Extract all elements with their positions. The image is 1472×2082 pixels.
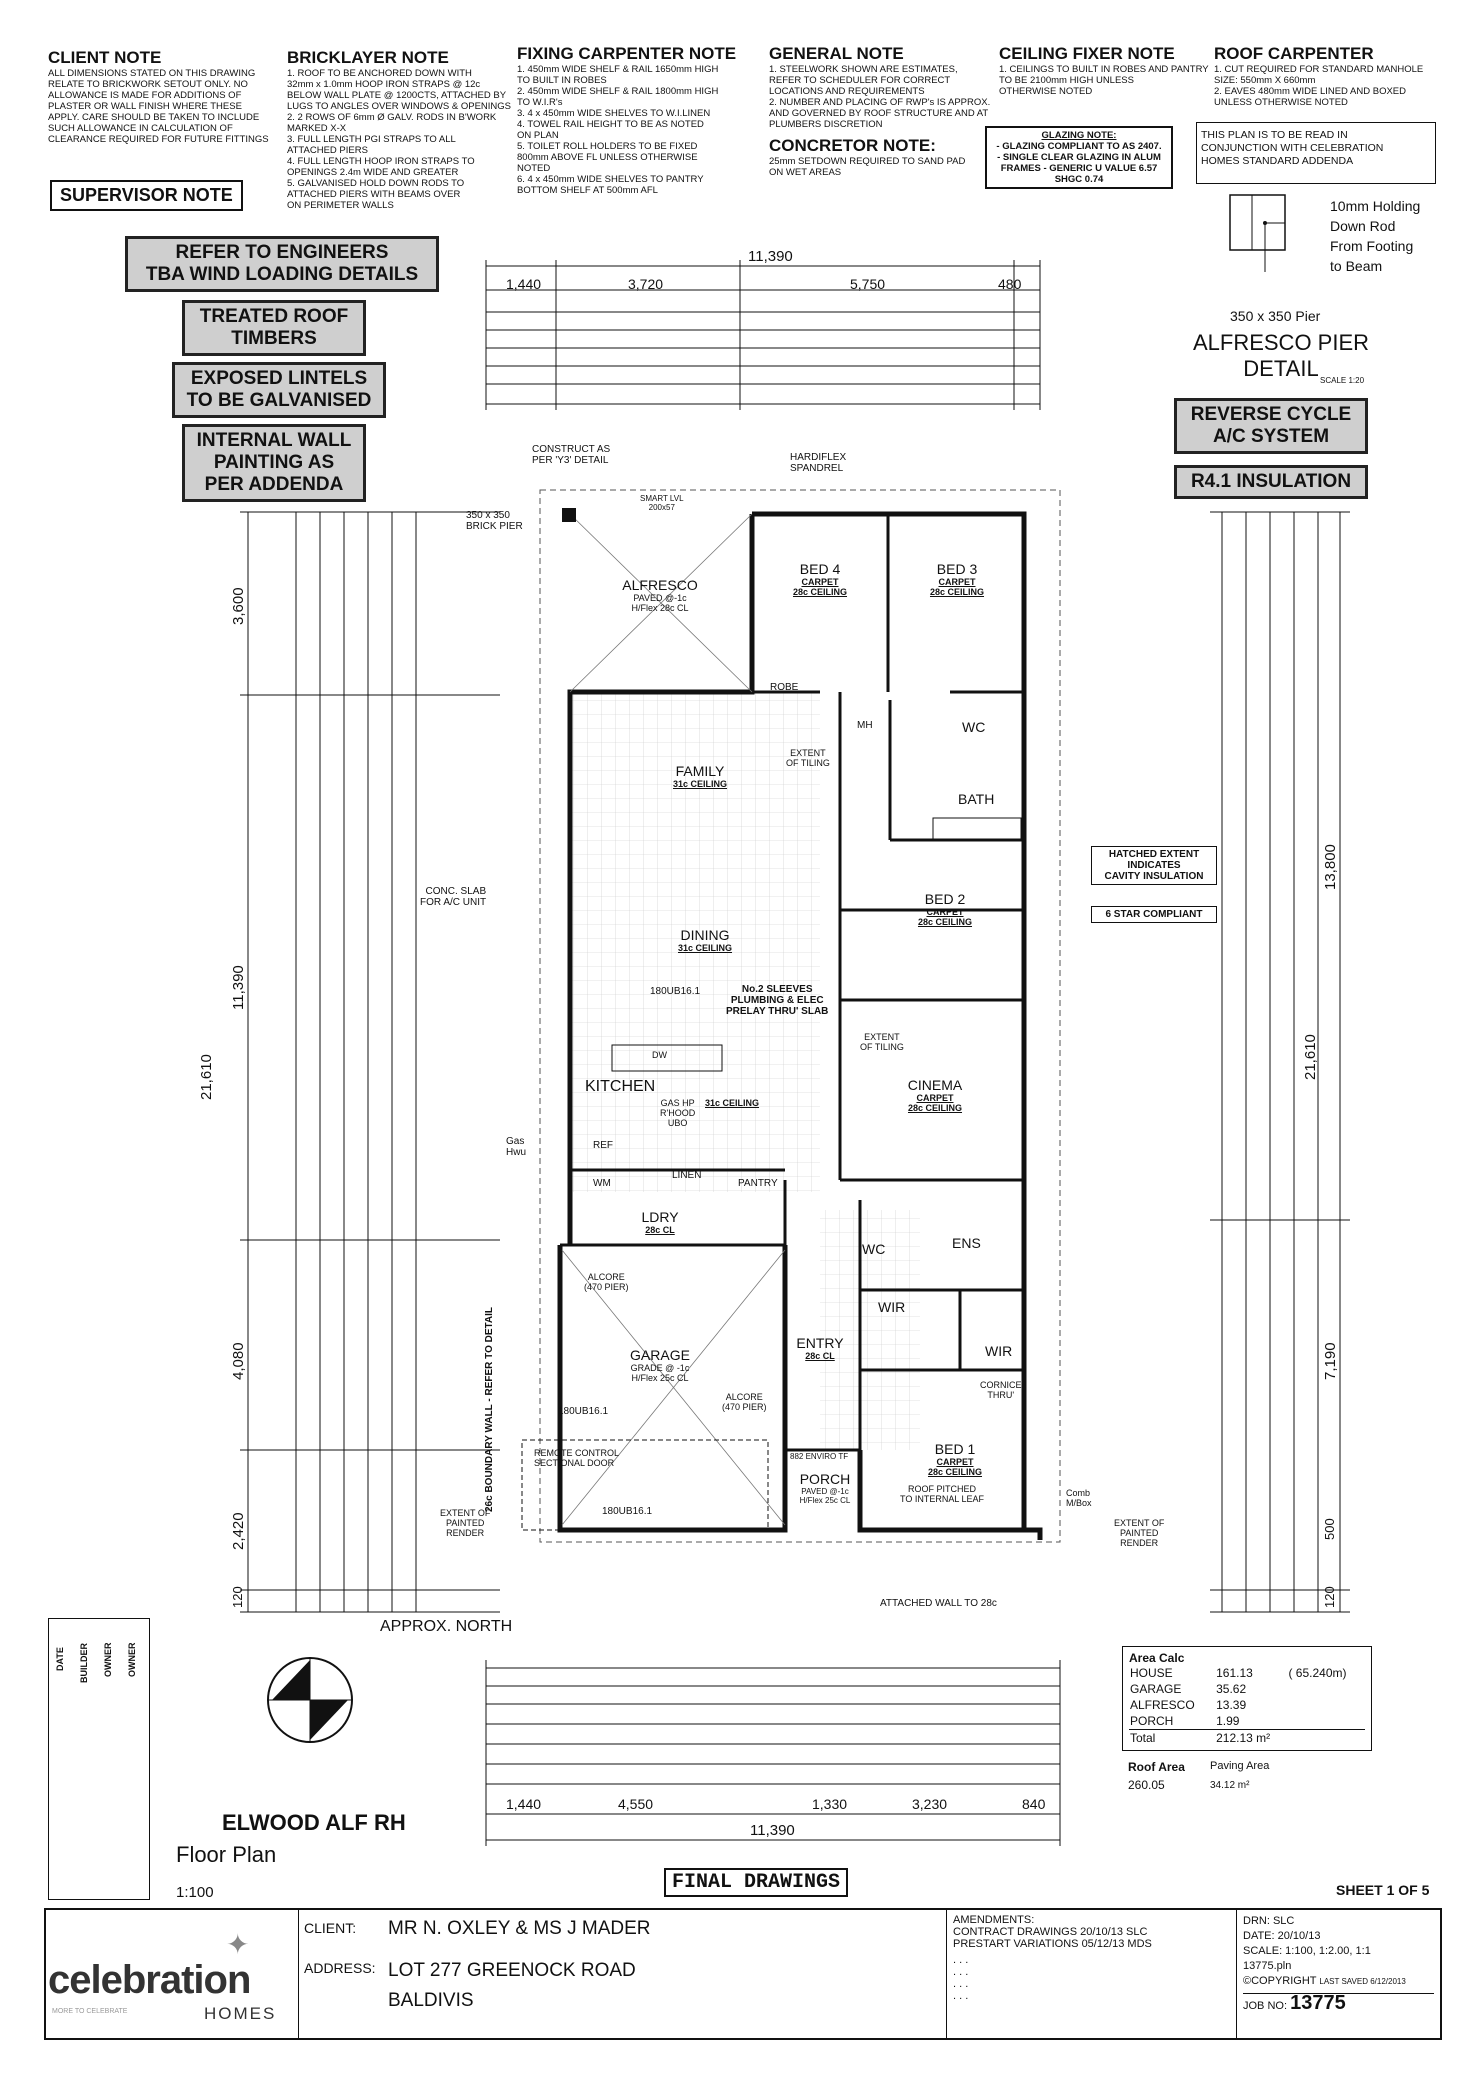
room-wir1: WIR [878,1299,906,1315]
room-bed2-name: BED 2 [924,891,966,907]
bottom-dim-2: 4,550 [618,1796,654,1812]
room-family-sub: 31c CEILING [672,779,728,789]
brick-pier [562,508,576,522]
plan-name: ELWOOD ALF RH [222,1810,406,1835]
client-note-title: CLIENT NOTE [48,48,162,67]
linen-label: LINEN [672,1170,702,1181]
star-logo-icon: ✦ [226,1929,250,1960]
wm-label: WM [593,1178,611,1189]
room-bed1-name: BED 1 [934,1441,976,1457]
room-family-name: FAMILY [675,763,725,779]
top-dim-3: 5,750 [850,276,886,292]
left-dim-3: 4,080 [230,1342,247,1380]
room-cinema [880,1078,990,1113]
roof-pitched-label: ROOF PITCHED TO INTERNAL LEAF [900,1484,985,1504]
beam-label-2: 180UB16.1 [558,1406,609,1417]
room-ldry [630,1210,690,1235]
drawing-file: 13775.pln [1243,1960,1292,1972]
right-dim-4: 120 [1322,1586,1337,1608]
area-row [1129,1681,1365,1697]
extent-render-left: EXTENT OF PAINTED RENDER [440,1508,491,1538]
room-ldry-sub: 28c CL [645,1225,675,1235]
comb-box-label: Comb M/Box [1066,1488,1092,1508]
room-alfresco [595,578,725,613]
top-dim-4: 480 [998,276,1022,292]
star-rating-note: 6 STAR COMPLIANT [1091,906,1217,923]
address-line-2: BALDIVIS [388,1990,474,2011]
area-label: ALFRESCO [1130,1698,1195,1712]
left-dim-5: 120 [230,1586,245,1608]
plan-type: Floor Plan [176,1842,277,1867]
sleeves-note: No.2 SLEEVES PLUMBING & ELEC PRELAY THRU' SLAB [726,984,829,1017]
glazing-note-body: - GLAZING COMPLIANT TO AS 2407. - SINGLE CLEAR GLAZING IN ALUM FRAMES - GENERIC U VALUE 6.57 SHGC 0.74 [996,141,1162,185]
bath-tub [933,818,1021,840]
room-bed4-name: BED 4 [799,561,841,577]
area-label: GARAGE [1130,1682,1182,1696]
room-dining-name: DINING [680,927,730,943]
room-bed2-sub: CARPET 28c CEILING [917,907,973,927]
room-entry-sub: 28c CL [805,1351,835,1361]
room-garage-sub: GRADE @ -1c H/Flex 25c CL [630,1363,690,1383]
supervisor-note: SUPERVISOR NOTE [50,180,243,211]
ceiling-note-title: CEILING FIXER NOTE [999,44,1175,63]
room-bed2 [890,892,1000,927]
roof-note-body: 1. CUT REQUIRED FOR STANDARD MANHOLE SIZE: 550mm X 660mm 2. EAVES 480mm WIDE LINED AND BOXED UNLESS OTHERWISE NOTED [1214,64,1424,108]
general-note-body: 1. STEELWORK SHOWN ARE ESTIMATES, REFER TO SCHEDULER FOR CORRECT LOCATIONS AND REQUIREMENTS 2. NUMBER AND PLACING OF RWP's IS APPROX. AND GOVERNED BY ROOF STRUCTURE AND AT PLUMBERS DISCRETION [769,64,991,130]
final-drawings-badge: FINAL DRAWINGS [664,1868,848,1897]
room-family [640,764,760,789]
room-ldry-name: LDRY [641,1209,679,1225]
ref-label: REF [593,1140,613,1151]
boundary-wall-label: 26c BOUNDARY WALL - REFER TO DETAIL [484,1306,495,1512]
bricklayer-note-body: 1. ROOF TO BE ANCHORED DOWN WITH 32mm x 1.0mm HOOP IRON STRAPS @ 12c BELOW WALL PLATE @ 1200CTS, ATTACHED BY LUGS TO ANGLES OVER WINDOWS & OPENINGS 2. 2 ROWS OF 6mm Ø GALV. RODS IN B'WORK MARKED X-X 3. FULL LENGTH PGI STRAPS TO ALL ATTACHED PIERS 4. FULL LENGTH HOOP IRON STRAPS TO OPENINGS 2.4m WIDE AND GREATER 5. GALVANISED HOLD DOWN RODS TO ATTACHED PIERS WITH BEAMS OVER ON PERIMETER WALLS [287,68,512,211]
room-porch-sub: PAVED @-1c H/Flex 25c CL [799,1487,851,1505]
gas-hwu-label: Gas Hwu [506,1136,527,1158]
room-garage-name: GARAGE [630,1347,690,1363]
ceiling-note-body: 1. CEILINGS TO BUILT IN ROBES AND PANTRY TO BE 2100mm HIGH UNLESS OTHERWISE NOTED [999,64,1209,97]
roof-area-label: Roof Area [1128,1760,1185,1774]
area-total-value: 212.13 m² [1216,1731,1271,1745]
room-bed4 [775,562,865,597]
room-garage [600,1348,720,1383]
area-total-label: Total [1130,1731,1156,1745]
alcore-label-2: ALCORE (470 PIER) [722,1392,767,1412]
right-dim-2: 7,190 [1322,1342,1339,1380]
amendment-1: CONTRACT DRAWINGS 20/10/13 SLC [953,1926,1148,1938]
room-bed3 [912,562,1002,597]
right-total-dim: 21,610 [1302,1034,1319,1080]
left-dim-2: 11,390 [230,965,247,1010]
room-wc1: WC [962,719,986,735]
enviro-label: 882 ENVIRO TF [790,1452,849,1461]
amendments-title: AMENDMENTS: [953,1914,1035,1926]
room-kitchen-sub: 31c CEILING [705,1098,760,1108]
addenda-note: THIS PLAN IS TO BE READ IN CONJUNCTION WITH CELEBRATION HOMES STANDARD ADDENDA [1196,122,1436,184]
pier-detail-scale: SCALE 1:20 [1320,376,1365,385]
room-alfresco-sub: PAVED @-1c H/Flex 28c CL [631,593,689,613]
area-value: 13.39 [1216,1698,1247,1712]
strip-owner-1: OWNER [103,1642,113,1677]
extent-render-right: EXTENT OF PAINTED RENDER [1114,1518,1165,1548]
roof-area-value: 260.05 [1128,1778,1165,1792]
address-label: ADDRESS: [304,1960,376,1976]
engineers-callout: REFER TO ENGINEERS TBA WIND LOADING DETAILS [125,236,439,292]
area-label: HOUSE [1130,1666,1173,1680]
room-bath: BATH [958,791,995,807]
room-dining [645,928,765,953]
fixing-note-body: 1. 450mm WIDE SHELF & RAIL 1650mm HIGH TO BUILT IN ROBES 2. 450mm WIDE SHELF & RAIL 1800mm HIGH TO W.I.R's 3. 4 x 450mm WIDE SHELVES TO W.I.LINEN 4. TOWEL RAIL HEIGHT TO BE AS NOTED ON PLAN 5. TOILET ROLL HOLDERS TO BE FIXED 800mm ABOVE FL UNLESS OTHERWISE NOTED 6. 4 x 450mm WIDE SHELVES TO PANTRY BOTTOM SHELF AT 500mm AFL [517,64,719,196]
logo-tagline: MORE TO CELEBRATE [52,2008,128,2015]
drawing-scales: SCALE: 1:100, 1:2.00, 1:1 [1243,1945,1371,1957]
area-row [1129,1697,1365,1713]
north-label: APPROX. NORTH [380,1618,513,1635]
room-entry-name: ENTRY [796,1335,844,1351]
insulation-callout: R4.1 INSULATION [1174,465,1368,499]
area-row [1129,1665,1365,1681]
hatched-note: HATCHED EXTENT INDICATES CAVITY INSULATION [1091,846,1217,885]
area-calc [1122,1646,1372,1751]
smart-lvl-label: SMART LVL 200x57 [640,494,684,512]
painting-callout: INTERNAL WALL PAINTING AS PER ADDENDA [182,424,366,502]
left-dimension-lines [240,512,500,1612]
top-dim-2: 3,720 [628,276,664,292]
room-bed1 [900,1442,1010,1477]
construct-label: CONSTRUCT AS PER 'Y3' DETAIL [532,444,611,466]
area-value: 161.13 [1216,1666,1253,1680]
top-dim-1: 1,440 [506,276,542,292]
room-dining-sub: 31c CEILING [677,943,733,953]
title-block [44,1908,1442,2040]
room-wir2: WIR [985,1343,1013,1359]
area-value: 1.99 [1216,1714,1240,1728]
room-porch [790,1472,860,1505]
hardiflex-label: HARDIFLEX SPANDREL [790,452,847,474]
beam-label-3: 180UB16.1 [602,1506,653,1517]
room-alfresco-name: ALFRESCO [622,577,698,593]
area-value: 35.62 [1216,1682,1247,1696]
client-note-body: ALL DIMENSIONS STATED ON THIS DRAWING RELATE TO BRICKWORK SETOUT ONLY. NO ALLOWANCE IS MADE FOR ADDITIONS OF PLASTER OR WALL FINISH WHERE THESE APPLY. CARE SHOULD BE TAKEN TO INCLUDE SUCH ALLOWANCE IN CALCULATION OF CLEARANCE REQUIRED FOR FUTURE FITTINGS [48,68,269,145]
logo-homes: HOMES [204,2004,277,2023]
logo-panel [46,1910,299,2038]
address-line-1: LOT 277 GREENOCK ROAD [388,1960,636,1981]
job-number: 13775 [1290,1992,1346,2014]
area-row [1129,1713,1365,1730]
strip-builder: BUILDER [79,1643,89,1683]
general-note-title: GENERAL NOTE [769,44,904,63]
right-dimension-lines [1210,512,1350,1612]
bottom-total-dim: 11,390 [750,1822,795,1839]
bottom-dim-1: 1,440 [506,1796,542,1812]
room-bed1-sub: CARPET 28c CEILING [927,1457,983,1477]
cornice-label: CORNICE THRU' [980,1380,1022,1400]
left-dim-1: 3,600 [230,587,247,625]
fixing-note-title: FIXING CARPENTER NOTE [517,44,737,63]
bottom-dim-4: 3,230 [912,1796,948,1812]
brick-pier-label: 350 x 350 BRICK PIER [466,510,523,532]
strip-date: DATE [55,1647,65,1671]
bricklayer-note-title: BRICKLAYER NOTE [287,48,449,67]
dishwasher-label: DW [652,1050,667,1060]
plan-scale: 1:100 [176,1884,214,1901]
client-label: CLIENT: [304,1920,357,1936]
room-cinema-sub: CARPET 28c CEILING [907,1093,963,1113]
robe-label: ROBE [770,682,799,693]
pier-detail-title: ALFRESCO PIER DETAIL [1192,330,1370,381]
drawing-info-panel [1236,1910,1440,2038]
room-bed4-sub: CARPET 28c CEILING [792,577,848,597]
room-bed3-sub: CARPET 28c CEILING [929,577,985,597]
left-dim-4: 2,420 [230,1512,247,1550]
last-saved: LAST SAVED 6/12/2013 [1319,1977,1406,1986]
alcore-label-1: ALCORE (470 PIER) [584,1272,629,1292]
roof-note-title: ROOF CARPENTER [1214,44,1374,63]
amendment-2: PRESTART VARIATIONS 05/12/13 MDS [953,1938,1152,1950]
strip-owner-2: OWNER [127,1642,137,1677]
tiling-label-2: EXTENT OF TILING [860,1032,904,1052]
attached-wall-label: ATTACHED WALL TO 28c [880,1598,997,1609]
top-dimension-lines [486,260,1040,410]
gas-hp-label: GAS HP R'HOOD UBO [660,1098,696,1128]
revision-strip [48,1618,150,1900]
job-label: JOB NO: [1243,2000,1288,2012]
glazing-note-title: GLAZING NOTE: [1041,130,1117,141]
client-name: MR N. OXLEY & MS J MADER [388,1918,651,1939]
left-total-dim: 21,610 [198,1054,215,1100]
treated-timbers-callout: TREATED ROOF TIMBERS [182,300,366,356]
bottom-dim-3: 1,330 [812,1796,848,1812]
north-arrow [268,1658,352,1742]
drawn-by: DRN: SLC [1243,1915,1295,1927]
right-dim-1: 13,800 [1322,844,1339,890]
reverse-cycle-callout: REVERSE CYCLE A/C SYSTEM [1174,398,1368,454]
room-kitchen-name: KITCHEN [585,1078,656,1095]
pier-size: 350 x 350 Pier [1230,308,1321,324]
drawing-date: DATE: 20/10/13 [1243,1930,1321,1942]
area-total-row [1129,1730,1365,1747]
area-extra: ( 65.240m) [1288,1666,1347,1680]
room-wc2: WC [862,1241,886,1257]
room-bed3-name: BED 3 [936,561,978,577]
right-dim-3: 500 [1322,1518,1337,1540]
bottom-dim-5: 840 [1022,1796,1046,1812]
paving-area-label: Paving Area [1210,1760,1270,1772]
room-cinema-name: CINEMA [907,1077,963,1093]
manhole-label: MH [857,720,873,731]
area-calc-title: Area Calc [1129,1651,1185,1665]
bottom-dimension-lines [486,1660,1060,1846]
amendments-panel: AMENDMENTS: CONTRACT DRAWINGS 20/10/13 SLC PRESTART VARIATIONS 05/12/13 MDS . . . . . . . . . . . . [946,1910,1236,2038]
conc-slab-label: CONC. SLAB FOR A/C UNIT [420,886,487,908]
concretor-note-title: CONCRETOR NOTE: [769,136,936,155]
concretor-note-body: 25mm SETDOWN REQUIRED TO SAND PAD ON WET AREAS [769,156,966,178]
area-label: PORCH [1130,1714,1174,1728]
sheet-number: SHEET 1 OF 5 [1336,1882,1430,1898]
copyright: ©COPYRIGHT [1243,1975,1317,1987]
room-ens: ENS [952,1235,981,1251]
room-entry [785,1336,855,1361]
beam-label-1: 180UB16.1 [650,986,701,997]
pantry-label: PANTRY [738,1178,778,1189]
top-total-dim: 11,390 [748,248,793,265]
pier-rod-note: 10mm Holding Down Rod From Footing to Beam [1330,198,1421,274]
paving-area-value: 34.12 m² [1210,1780,1250,1791]
tiling-label-1: EXTENT OF TILING [786,748,830,768]
logo-text: celebration [48,1958,251,2002]
area-table [1129,1665,1365,1746]
lintels-callout: EXPOSED LINTELS TO BE GALVANISED [172,362,386,418]
room-porch-name: PORCH [799,1471,851,1487]
remote-door-label: REMOTE CONTROL SECTIONAL DOOR [534,1448,620,1468]
